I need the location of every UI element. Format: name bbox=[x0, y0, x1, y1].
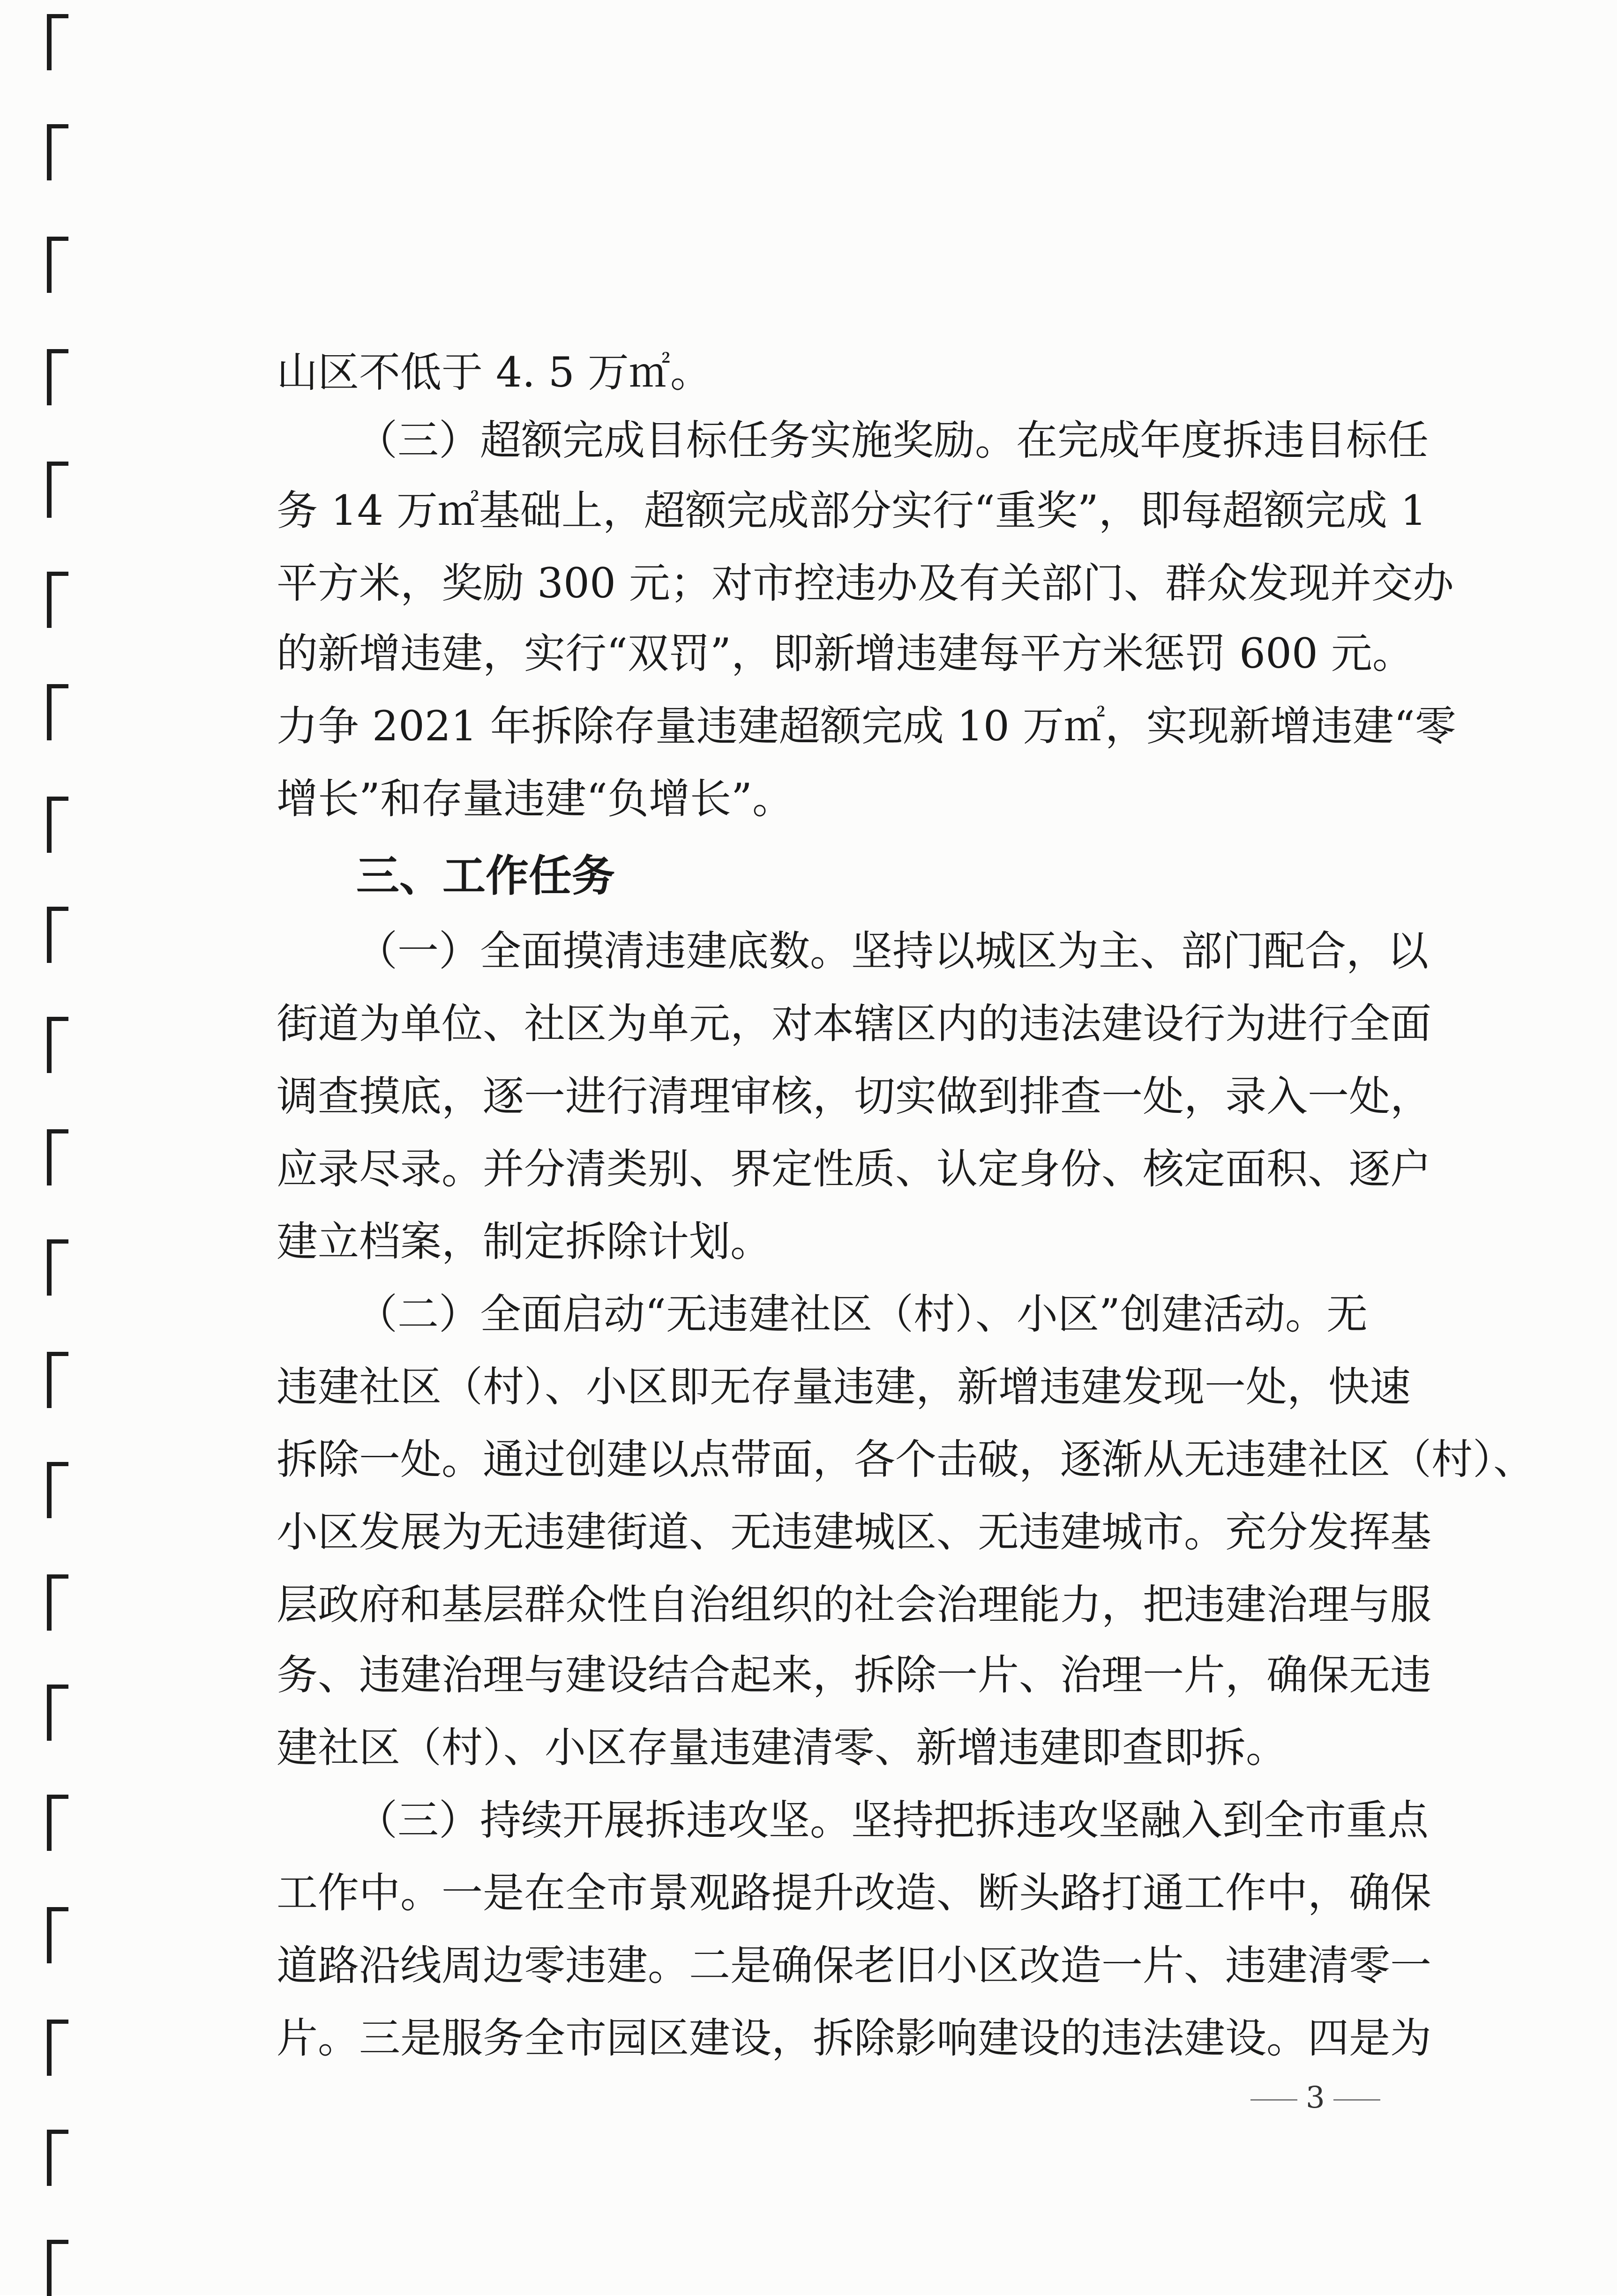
page-number-dash bbox=[1250, 2099, 1297, 2101]
section-heading: 三、工作任务 bbox=[356, 851, 615, 901]
text-line: 街道为单位、社区为单元，对本辖区内的违法建设行为进行全面 bbox=[277, 999, 1432, 1048]
paragraph-line: （二）全面启动“无违建社区（村）、小区”创建活动。无 bbox=[356, 1290, 1368, 1338]
text-line: 调查摸底，逐一进行清理审核，切实做到排查一处，录入一处， bbox=[277, 1072, 1432, 1120]
text-line: 建社区（村）、小区存量违建清零、新增违建即查即拆。 bbox=[277, 1723, 1288, 1772]
paragraph-line: （三）持续开展拆违攻坚。坚持把拆违攻坚融入到全市重点 bbox=[356, 1796, 1429, 1844]
text-line: 务、违建治理与建设结合起来，拆除一片、治理一片，确保无违 bbox=[277, 1651, 1432, 1699]
text-line: 增长”和存量违建“负增长”。 bbox=[277, 775, 794, 823]
text-line: 违建社区（村）、小区即无存量违建，新增违建发现一处，快速 bbox=[277, 1363, 1411, 1411]
text-line: 的新增违建，实行“双罚”，即新增违建每平方米惩罚 600 元。 bbox=[277, 629, 1414, 678]
text-line: 力争 2021 年拆除存量违建超额完成 10 万㎡，实现新增违建“零 bbox=[277, 702, 1456, 750]
page-number bbox=[1242, 2080, 1389, 2115]
text-line: 平方米，奖励 300 元；对市控违办及有关部门、群众发现并交办 bbox=[277, 559, 1454, 607]
text-line: 应录尽录。并分清类别、界定性质、认定身份、核定面积、逐户 bbox=[277, 1145, 1432, 1193]
text-line: 建立档案，制定拆除计划。 bbox=[277, 1217, 772, 1266]
text-line: 道路沿线周边零违建。二是确保老旧小区改造一片、违建清零一 bbox=[277, 1941, 1432, 1990]
paragraph-line: （三）超额完成目标任务实施奖励。在完成年度拆违目标任 bbox=[356, 416, 1429, 464]
text-line: 工作中。一是在全市景观路提升改造、断头路打通工作中，确保 bbox=[277, 1869, 1432, 1917]
text-line: 小区发展为无违建街道、无违建城区、无违建城市。充分发挥基 bbox=[277, 1508, 1432, 1556]
text-line: 拆除一处。通过创建以点带面，各个击破，逐渐从无违建社区（村）、 bbox=[277, 1435, 1535, 1483]
text-line: 山区不低于 4. 5 万㎡。 bbox=[277, 348, 711, 396]
page-number-dash bbox=[1333, 2099, 1380, 2101]
paragraph-line: （一）全面摸清违建底数。坚持以城区为主、部门配合，以 bbox=[356, 927, 1429, 975]
text-line: 片。三是服务全市园区建设，拆除影响建设的违法建设。四是为 bbox=[277, 2014, 1432, 2062]
text-line: 务 14 万㎡基础上，超额完成部分实行“重奖”，即每超额完成 1 bbox=[277, 486, 1427, 535]
text-line: 层政府和基层群众性自治组织的社会治理能力，把违建治理与服 bbox=[277, 1580, 1432, 1629]
page-number-value: 3 bbox=[1306, 2080, 1325, 2115]
